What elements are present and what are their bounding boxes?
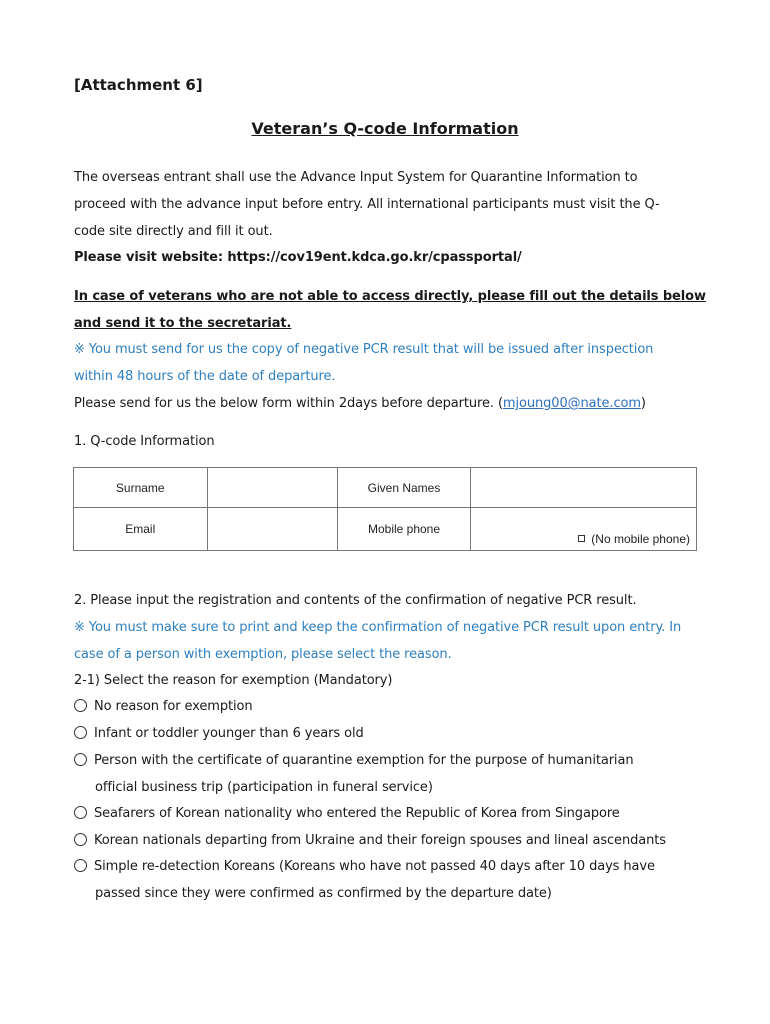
section-2-notice-line-1: ※ You must make sure to print and keep the confirmation of negative PCR result upon entry. In <box>74 620 682 635</box>
option-label-continued: official business trip (participation in funeral service) <box>95 780 433 795</box>
section-2-heading: 2. Please input the registration and contents of the confirmation of negative PCR result. <box>74 593 637 608</box>
pcr-notice-line-2: within 48 hours of the date of departure. <box>74 369 336 384</box>
section-2-notice-line-2: case of a person with exemption, please select the reason. <box>74 647 452 662</box>
no-mobile-label: (No mobile phone) <box>591 532 690 546</box>
email-label: Email <box>74 508 208 551</box>
surname-field[interactable] <box>207 468 337 508</box>
option-label: Simple re-detection Koreans (Koreans who have not passed 40 days after 10 days have <box>94 859 655 874</box>
intro-line-3: code site directly and fill it out. <box>74 224 273 239</box>
mobile-phone-label: Mobile phone <box>337 508 470 551</box>
page-title: Veteran’s Q-code Information <box>251 119 519 138</box>
website-line: Please visit website: https://cov19ent.kdca.go.kr/cpassportal/ <box>74 250 522 265</box>
intro-line-1: The overseas entrant shall use the Advance Input System for Quarantine Information to <box>74 170 638 185</box>
exemption-option-none[interactable] <box>74 699 253 714</box>
option-label: Person with the certificate of quarantine exemption for the purpose of humanitarian <box>94 753 634 768</box>
exemption-option-seafarers[interactable] <box>74 806 620 821</box>
radio-icon[interactable] <box>74 859 87 872</box>
radio-icon[interactable] <box>74 806 87 819</box>
contact-email-link[interactable]: mjoung00@nate.com <box>502 396 641 411</box>
email-field[interactable] <box>207 508 337 551</box>
attachment-label: [Attachment 6] <box>74 76 203 94</box>
section-1-heading: 1. Q-code Information <box>74 434 215 449</box>
radio-icon[interactable] <box>74 726 87 739</box>
option-label-continued: passed since they were confirmed as confirmed by the departure date) <box>95 886 552 901</box>
send-form-line <box>74 396 646 411</box>
radio-icon[interactable] <box>74 753 87 766</box>
given-names-field[interactable] <box>471 468 697 508</box>
exemption-option-ukraine[interactable] <box>74 833 666 848</box>
table-row <box>74 468 697 508</box>
qcode-info-table <box>73 467 697 551</box>
table-row <box>74 508 697 551</box>
option-label: Infant or toddler younger than 6 years old <box>94 726 364 741</box>
option-label: Seafarers of Korean nationality who entered the Republic of Korea from Singapore <box>94 806 620 821</box>
radio-icon[interactable] <box>74 833 87 846</box>
veterans-notice-line-1: In case of veterans who are not able to access directly, please fill out the details below <box>74 289 706 304</box>
option-label: No reason for exemption <box>94 699 253 714</box>
exemption-option-redetection[interactable] <box>74 859 655 874</box>
exemption-subheading: 2-1) Select the reason for exemption (Mandatory) <box>74 673 393 688</box>
send-form-suffix: ) <box>640 396 646 411</box>
radio-icon[interactable] <box>74 699 87 712</box>
mobile-phone-field[interactable] <box>471 508 697 551</box>
given-names-label: Given Names <box>337 468 470 508</box>
pcr-notice-line-1: ※ You must send for us the copy of negative PCR result that will be issued after inspection <box>74 342 654 357</box>
exemption-option-infant[interactable] <box>74 726 364 741</box>
exemption-option-humanitarian[interactable] <box>74 753 633 768</box>
no-mobile-option[interactable] <box>578 532 690 546</box>
send-form-prefix: Please send for us the below form within 2days before departure. ( <box>74 396 503 411</box>
veterans-notice-line-2: and send it to the secretariat. <box>74 316 292 331</box>
option-label: Korean nationals departing from Ukraine and their foreign spouses and lineal ascendants <box>94 833 666 848</box>
checkbox-icon[interactable] <box>578 535 585 542</box>
intro-line-2: proceed with the advance input before entry. All international participants must visit the Q- <box>74 197 660 212</box>
surname-label: Surname <box>74 468 208 508</box>
